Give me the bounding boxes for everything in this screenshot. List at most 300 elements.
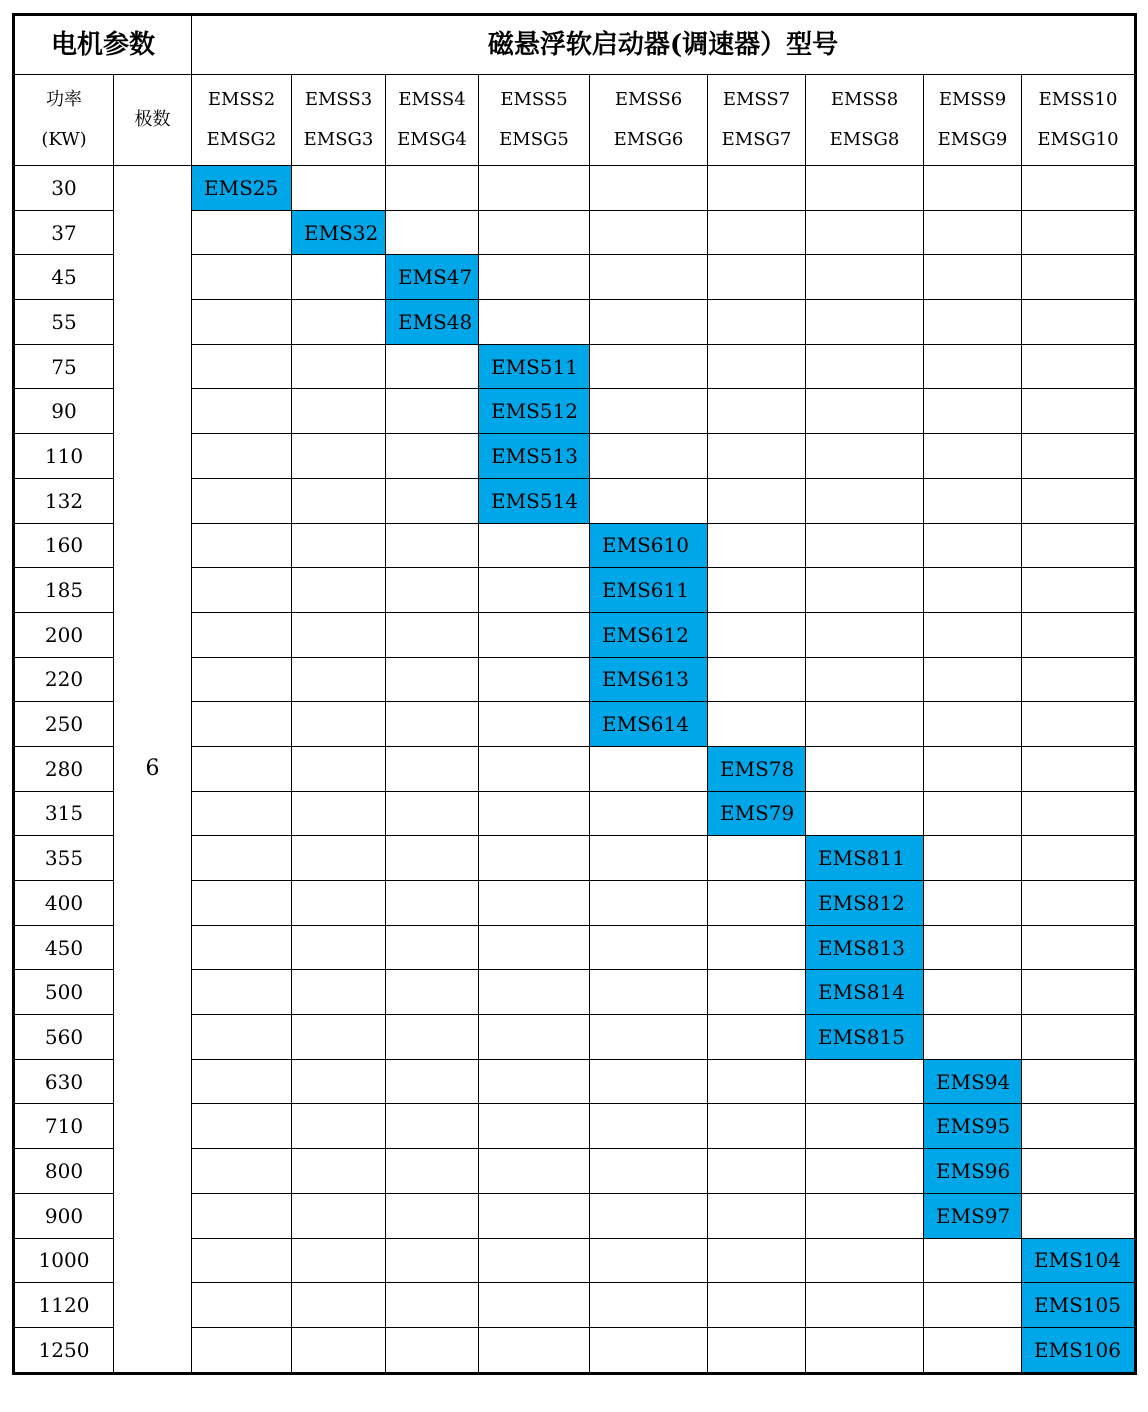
empty-cell: [386, 389, 479, 434]
empty-cell: [292, 1059, 386, 1104]
empty-cell: [590, 255, 708, 300]
empty-cell: [708, 836, 806, 881]
empty-cell: [1022, 1059, 1136, 1104]
power-cell: 560: [14, 1015, 114, 1060]
empty-cell: [386, 702, 479, 747]
empty-cell: [924, 925, 1022, 970]
empty-cell: [292, 657, 386, 702]
empty-cell: [806, 657, 924, 702]
empty-cell: [708, 478, 806, 523]
empty-cell: [292, 1283, 386, 1328]
empty-cell: [1022, 1193, 1136, 1238]
empty-cell: [292, 925, 386, 970]
model-match-cell: EMS104: [1022, 1238, 1136, 1283]
model-match-cell: EMS512: [479, 389, 590, 434]
empty-cell: [806, 210, 924, 255]
power-cell: 450: [14, 925, 114, 970]
model-match-cell: EMS514: [479, 478, 590, 523]
empty-cell: [479, 702, 590, 747]
empty-cell: [192, 1104, 292, 1149]
empty-cell: [924, 612, 1022, 657]
model-match-cell: EMS25: [192, 166, 292, 211]
empty-cell: [1022, 702, 1136, 747]
empty-cell: [479, 1193, 590, 1238]
empty-cell: [1022, 300, 1136, 345]
power-cell: 160: [14, 523, 114, 568]
empty-cell: [806, 746, 924, 791]
power-header-label: 功率: [46, 89, 82, 110]
power-cell: 37: [14, 210, 114, 255]
empty-cell: [708, 210, 806, 255]
model-match-cell: EMS614: [590, 702, 708, 747]
model-header-top: EMSS3: [304, 89, 373, 110]
empty-cell: [479, 166, 590, 211]
model-match-cell: EMS32: [292, 210, 386, 255]
empty-cell: [479, 791, 590, 836]
power-cell: 500: [14, 970, 114, 1015]
empty-cell: [924, 1327, 1022, 1373]
empty-cell: [806, 389, 924, 434]
empty-cell: [192, 1283, 292, 1328]
empty-cell: [1022, 1149, 1136, 1194]
empty-cell: [590, 478, 708, 523]
model-header: [386, 75, 479, 166]
header-row-2: [14, 75, 1136, 166]
empty-cell: [386, 1283, 479, 1328]
empty-cell: [479, 1327, 590, 1373]
model-match-cell: EMS78: [708, 746, 806, 791]
empty-cell: [590, 1104, 708, 1149]
empty-cell: [192, 791, 292, 836]
empty-cell: [1022, 657, 1136, 702]
empty-cell: [292, 1327, 386, 1373]
empty-cell: [1022, 255, 1136, 300]
empty-cell: [479, 568, 590, 613]
empty-cell: [708, 1015, 806, 1060]
empty-cell: [292, 702, 386, 747]
power-cell: 1250: [14, 1327, 114, 1373]
empty-cell: [479, 1283, 590, 1328]
power-cell: 1120: [14, 1283, 114, 1328]
power-cell: 200: [14, 612, 114, 657]
model-match-cell: EMS511: [479, 344, 590, 389]
empty-cell: [386, 881, 479, 926]
empty-cell: [924, 300, 1022, 345]
model-header-bottom: EMSG5: [499, 129, 569, 150]
empty-cell: [924, 1238, 1022, 1283]
empty-cell: [1022, 791, 1136, 836]
model-match-cell: EMS814: [806, 970, 924, 1015]
model-header: [924, 75, 1022, 166]
empty-cell: [292, 1149, 386, 1194]
power-cell: 900: [14, 1193, 114, 1238]
empty-cell: [386, 434, 479, 479]
empty-cell: [708, 300, 806, 345]
model-header-bottom: EMSG2: [206, 129, 277, 150]
empty-cell: [192, 1149, 292, 1194]
empty-cell: [806, 702, 924, 747]
power-header: [14, 75, 114, 166]
empty-cell: [924, 523, 1022, 568]
empty-cell: [1022, 881, 1136, 926]
model-header-bottom: EMSG7: [721, 129, 792, 150]
empty-cell: [192, 344, 292, 389]
model-match-cell: EMS513: [479, 434, 590, 479]
model-match-cell: EMS811: [806, 836, 924, 881]
empty-cell: [708, 1283, 806, 1328]
empty-cell: [386, 1149, 479, 1194]
empty-cell: [924, 389, 1022, 434]
empty-cell: [1022, 523, 1136, 568]
power-cell: 90: [14, 389, 114, 434]
power-cell: 110: [14, 434, 114, 479]
empty-cell: [386, 523, 479, 568]
empty-cell: [386, 746, 479, 791]
empty-cell: [386, 1015, 479, 1060]
model-match-cell: EMS613: [590, 657, 708, 702]
empty-cell: [386, 478, 479, 523]
empty-cell: [806, 791, 924, 836]
power-cell: 45: [14, 255, 114, 300]
motor-params-header: 电机参数: [14, 15, 192, 75]
model-match-cell: EMS48: [386, 300, 479, 345]
empty-cell: [192, 657, 292, 702]
empty-cell: [708, 166, 806, 211]
empty-cell: [590, 166, 708, 211]
empty-cell: [924, 166, 1022, 211]
empty-cell: [590, 1327, 708, 1373]
empty-cell: [479, 836, 590, 881]
empty-cell: [1022, 746, 1136, 791]
empty-cell: [479, 523, 590, 568]
empty-cell: [292, 836, 386, 881]
model-match-cell: EMS94: [924, 1059, 1022, 1104]
empty-cell: [192, 523, 292, 568]
empty-cell: [590, 389, 708, 434]
empty-cell: [192, 925, 292, 970]
empty-cell: [479, 300, 590, 345]
empty-cell: [192, 836, 292, 881]
empty-cell: [708, 523, 806, 568]
empty-cell: [292, 1238, 386, 1283]
empty-cell: [479, 1149, 590, 1194]
model-match-cell: EMS812: [806, 881, 924, 926]
empty-cell: [192, 478, 292, 523]
empty-cell: [924, 836, 1022, 881]
empty-cell: [192, 702, 292, 747]
model-header: [590, 75, 708, 166]
model-header-top: EMSS8: [830, 89, 899, 110]
empty-cell: [708, 1238, 806, 1283]
power-cell: 55: [14, 300, 114, 345]
empty-cell: [386, 612, 479, 657]
empty-cell: [924, 970, 1022, 1015]
model-match-cell: EMS612: [590, 612, 708, 657]
empty-cell: [806, 478, 924, 523]
empty-cell: [924, 881, 1022, 926]
model-header-bottom: EMSG10: [1037, 129, 1119, 150]
empty-cell: [192, 389, 292, 434]
empty-cell: [590, 300, 708, 345]
empty-cell: [479, 1015, 590, 1060]
empty-cell: [708, 389, 806, 434]
empty-cell: [1022, 344, 1136, 389]
empty-cell: [590, 1149, 708, 1194]
empty-cell: [192, 970, 292, 1015]
model-header-top: EMSS9: [938, 89, 1007, 110]
model-match-cell: EMS47: [386, 255, 479, 300]
empty-cell: [924, 1015, 1022, 1060]
model-header-bottom: EMSG9: [937, 129, 1008, 150]
empty-cell: [479, 1238, 590, 1283]
empty-cell: [924, 210, 1022, 255]
model-header-bottom: EMSG3: [303, 129, 374, 150]
empty-cell: [386, 1327, 479, 1373]
empty-cell: [806, 1238, 924, 1283]
power-cell: 355: [14, 836, 114, 881]
empty-cell: [590, 925, 708, 970]
empty-cell: [590, 434, 708, 479]
empty-cell: [708, 1149, 806, 1194]
empty-cell: [386, 1059, 479, 1104]
empty-cell: [708, 568, 806, 613]
empty-cell: [292, 881, 386, 926]
empty-cell: [192, 255, 292, 300]
model-header-top: EMSS4: [398, 89, 466, 110]
model-header: [1022, 75, 1136, 166]
empty-cell: [386, 925, 479, 970]
poles-cell: 6: [114, 166, 192, 1374]
power-cell: 280: [14, 746, 114, 791]
power-cell: 710: [14, 1104, 114, 1149]
empty-cell: [590, 970, 708, 1015]
empty-cell: [386, 657, 479, 702]
empty-cell: [386, 1238, 479, 1283]
empty-cell: [386, 1193, 479, 1238]
empty-cell: [292, 970, 386, 1015]
empty-cell: [708, 970, 806, 1015]
empty-cell: [292, 523, 386, 568]
empty-cell: [590, 746, 708, 791]
empty-cell: [292, 612, 386, 657]
model-header-top: EMSS7: [722, 89, 791, 110]
empty-cell: [806, 166, 924, 211]
empty-cell: [708, 434, 806, 479]
empty-cell: [806, 523, 924, 568]
empty-cell: [386, 210, 479, 255]
power-cell: 220: [14, 657, 114, 702]
model-header: [806, 75, 924, 166]
empty-cell: [1022, 389, 1136, 434]
empty-cell: [479, 1104, 590, 1149]
empty-cell: [590, 1059, 708, 1104]
empty-cell: [292, 389, 386, 434]
empty-cell: [292, 1104, 386, 1149]
empty-cell: [292, 1193, 386, 1238]
empty-cell: [924, 702, 1022, 747]
model-match-cell: EMS610: [590, 523, 708, 568]
model-match-cell: EMS813: [806, 925, 924, 970]
model-header-bottom: EMSG8: [829, 129, 900, 150]
power-cell: 132: [14, 478, 114, 523]
empty-cell: [924, 434, 1022, 479]
power-cell: 315: [14, 791, 114, 836]
empty-cell: [806, 1283, 924, 1328]
empty-cell: [924, 255, 1022, 300]
empty-cell: [708, 881, 806, 926]
empty-cell: [806, 255, 924, 300]
model-header: [708, 75, 806, 166]
empty-cell: [292, 478, 386, 523]
empty-cell: [192, 568, 292, 613]
empty-cell: [479, 881, 590, 926]
empty-cell: [590, 1238, 708, 1283]
power-cell: 800: [14, 1149, 114, 1194]
empty-cell: [1022, 434, 1136, 479]
empty-cell: [590, 344, 708, 389]
empty-cell: [192, 881, 292, 926]
empty-cell: [806, 1193, 924, 1238]
empty-cell: [924, 478, 1022, 523]
empty-cell: [708, 1193, 806, 1238]
empty-cell: [708, 1104, 806, 1149]
model-match-cell: EMS79: [708, 791, 806, 836]
empty-cell: [292, 434, 386, 479]
model-match-cell: EMS95: [924, 1104, 1022, 1149]
empty-cell: [292, 300, 386, 345]
empty-cell: [386, 568, 479, 613]
empty-cell: [806, 1327, 924, 1373]
empty-cell: [708, 1327, 806, 1373]
empty-cell: [924, 791, 1022, 836]
power-header-unit: (KW): [41, 129, 87, 150]
empty-cell: [292, 255, 386, 300]
empty-cell: [192, 746, 292, 791]
empty-cell: [1022, 568, 1136, 613]
empty-cell: [1022, 612, 1136, 657]
empty-cell: [292, 746, 386, 791]
empty-cell: [806, 344, 924, 389]
empty-cell: [1022, 166, 1136, 211]
power-cell: 185: [14, 568, 114, 613]
power-cell: 75: [14, 344, 114, 389]
model-title-header: 磁悬浮软启动器(调速器）型号: [192, 15, 1136, 75]
empty-cell: [1022, 1015, 1136, 1060]
model-selection-table: [12, 13, 1137, 1375]
empty-cell: [479, 210, 590, 255]
empty-cell: [924, 746, 1022, 791]
empty-cell: [386, 836, 479, 881]
empty-cell: [192, 1059, 292, 1104]
model-match-cell: EMS105: [1022, 1283, 1136, 1328]
empty-cell: [590, 836, 708, 881]
empty-cell: [192, 210, 292, 255]
empty-cell: [479, 612, 590, 657]
empty-cell: [806, 568, 924, 613]
power-cell: 250: [14, 702, 114, 747]
empty-cell: [708, 1059, 806, 1104]
empty-cell: [708, 612, 806, 657]
empty-cell: [292, 1015, 386, 1060]
empty-cell: [924, 568, 1022, 613]
empty-cell: [1022, 836, 1136, 881]
empty-cell: [1022, 925, 1136, 970]
empty-cell: [479, 925, 590, 970]
empty-cell: [708, 925, 806, 970]
empty-cell: [292, 791, 386, 836]
model-header-top: EMSS2: [207, 89, 276, 110]
model-match-cell: EMS96: [924, 1149, 1022, 1194]
empty-cell: [386, 791, 479, 836]
empty-cell: [479, 746, 590, 791]
model-match-cell: EMS106: [1022, 1327, 1136, 1373]
empty-cell: [479, 657, 590, 702]
power-cell: 30: [14, 166, 114, 211]
model-match-cell: EMS97: [924, 1193, 1022, 1238]
empty-cell: [708, 702, 806, 747]
empty-cell: [708, 657, 806, 702]
empty-cell: [479, 970, 590, 1015]
empty-cell: [806, 612, 924, 657]
empty-cell: [192, 612, 292, 657]
empty-cell: [192, 300, 292, 345]
empty-cell: [708, 255, 806, 300]
empty-cell: [924, 1283, 1022, 1328]
empty-cell: [292, 568, 386, 613]
empty-cell: [479, 1059, 590, 1104]
empty-cell: [192, 1193, 292, 1238]
empty-cell: [806, 1104, 924, 1149]
empty-cell: [386, 1104, 479, 1149]
header-row-1: [14, 15, 1136, 75]
poles-header: 极数: [114, 75, 192, 166]
empty-cell: [806, 300, 924, 345]
model-header: [192, 75, 292, 166]
empty-cell: [192, 1015, 292, 1060]
model-header-top: EMSS5: [500, 89, 568, 110]
model-match-cell: EMS611: [590, 568, 708, 613]
model-header-bottom: EMSG6: [613, 129, 684, 150]
power-cell: 1000: [14, 1238, 114, 1283]
empty-cell: [924, 657, 1022, 702]
model-header: [292, 75, 386, 166]
empty-cell: [806, 1059, 924, 1104]
empty-cell: [708, 344, 806, 389]
empty-cell: [192, 1327, 292, 1373]
empty-cell: [1022, 210, 1136, 255]
empty-cell: [590, 1015, 708, 1060]
empty-cell: [924, 344, 1022, 389]
power-cell: 630: [14, 1059, 114, 1104]
empty-cell: [806, 434, 924, 479]
empty-cell: [590, 1193, 708, 1238]
empty-cell: [1022, 970, 1136, 1015]
empty-cell: [192, 434, 292, 479]
model-header-bottom: EMSG4: [397, 129, 467, 150]
empty-cell: [590, 791, 708, 836]
empty-cell: [590, 881, 708, 926]
empty-cell: [590, 1283, 708, 1328]
empty-cell: [386, 344, 479, 389]
empty-cell: [386, 166, 479, 211]
model-match-cell: EMS815: [806, 1015, 924, 1060]
empty-cell: [1022, 478, 1136, 523]
empty-cell: [386, 970, 479, 1015]
empty-cell: [1022, 1104, 1136, 1149]
model-header-top: EMSS10: [1038, 89, 1118, 110]
model-header-top: EMSS6: [614, 89, 683, 110]
empty-cell: [479, 255, 590, 300]
